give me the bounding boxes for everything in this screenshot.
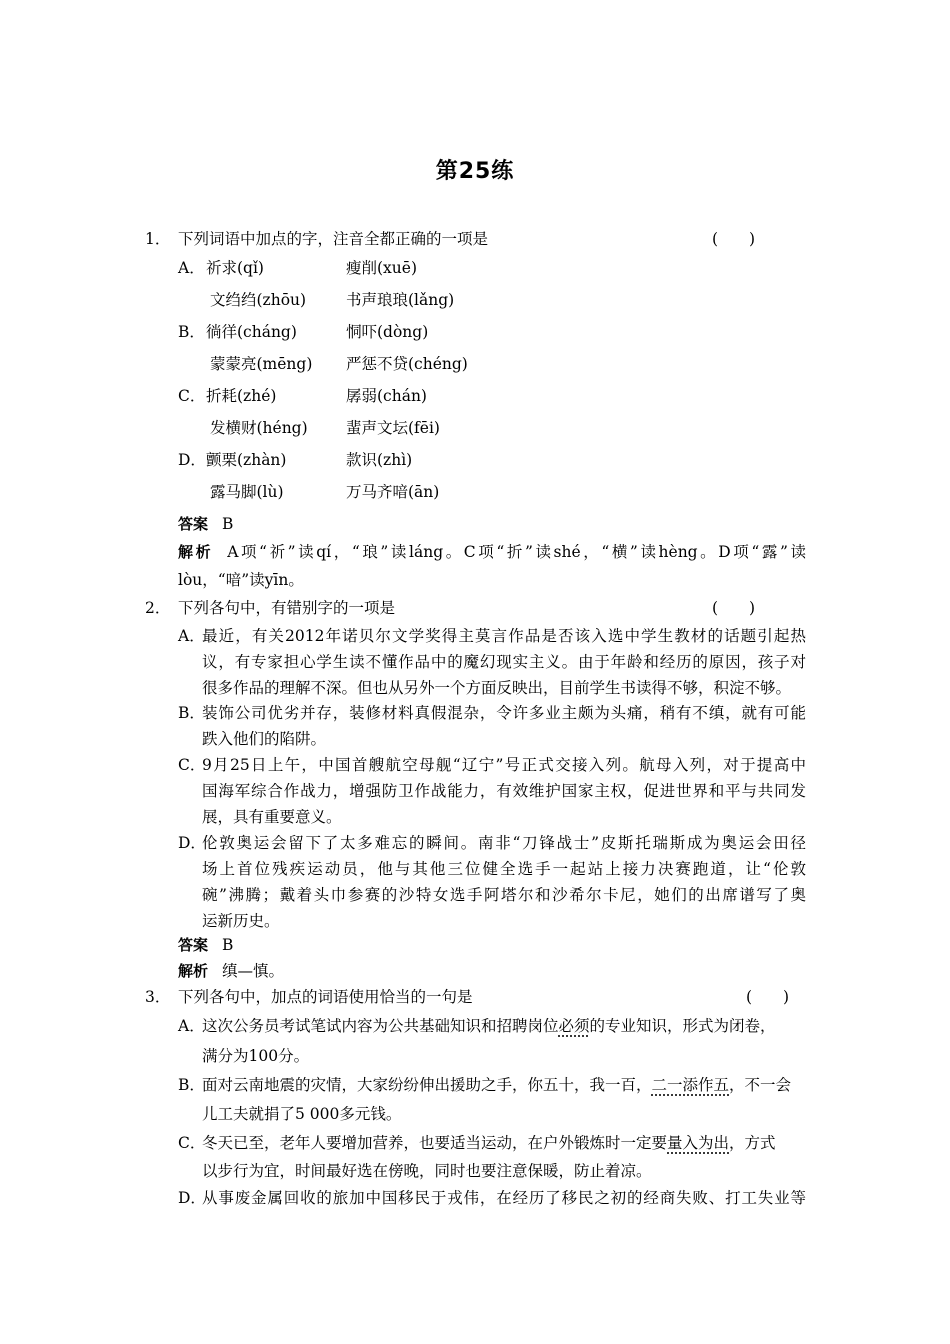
option-text: 议，有专家担心学生读不懂作品中的魔幻现实主义。由于年龄和经历的原因，孩子对 bbox=[202, 653, 806, 671]
analysis-line bbox=[178, 542, 806, 562]
word-option: 款识(zhì) bbox=[346, 451, 413, 469]
option-letter: A． bbox=[178, 627, 205, 645]
word-option: 折耗(zhé) bbox=[206, 387, 277, 405]
question-number: 1． bbox=[145, 230, 171, 248]
analysis-line bbox=[178, 961, 284, 981]
analysis-label: 解析 bbox=[178, 962, 209, 980]
answer-blank: ( ) bbox=[712, 230, 756, 248]
word-option: 露马脚(lù) bbox=[210, 483, 284, 501]
option-text: 儿工夫就捐了5 000多元钱。 bbox=[202, 1105, 402, 1123]
answer-blank: ( ) bbox=[746, 988, 790, 1006]
option-text: 碗”沸腾；戴着头巾参赛的沙特女选手阿塔尔和沙希尔卡尼，她们的出席谱写了奥 bbox=[202, 886, 806, 904]
option-text: 伦敦奥运会留下了太多难忘的瞬间。南非“刀锋战士”皮斯托瑞斯成为奥运会田径 bbox=[202, 834, 806, 852]
question-stem: 下列词语中加点的字，注音全都正确的一项是 bbox=[178, 230, 489, 248]
option-letter: A． bbox=[178, 1017, 205, 1035]
question-stem: 下列各句中，加点的词语使用恰当的一句是 bbox=[178, 988, 473, 1006]
option-letter: C． bbox=[178, 1134, 206, 1152]
analysis-text: lòu，“喑”读yīn。 bbox=[178, 571, 304, 589]
answer-value: B bbox=[222, 936, 234, 954]
option-letter: D． bbox=[178, 451, 206, 469]
option-letter: B． bbox=[178, 704, 205, 722]
answer-line bbox=[178, 514, 233, 534]
option-text bbox=[202, 1016, 776, 1036]
option-letter: B． bbox=[178, 323, 205, 341]
dotted-phrase: 量入为出 bbox=[667, 1134, 730, 1152]
option-text: 满分为100分。 bbox=[202, 1047, 310, 1065]
answer-blank: ( ) bbox=[712, 599, 756, 617]
answer-line bbox=[178, 935, 233, 955]
option-text bbox=[202, 1133, 776, 1153]
option-text: 运新历史。 bbox=[202, 912, 280, 930]
answer-value: B bbox=[222, 515, 234, 533]
question-number: 3． bbox=[145, 988, 171, 1006]
word-option: 徜徉(cháng) bbox=[206, 323, 297, 341]
option-text: 装饰公司优劣并存，装修材料真假混杂，令许多业主颇为头痛，稍有不缜，就有可能 bbox=[202, 704, 806, 722]
text-segment: 这次公务员考试笔试内容为公共基础知识和招聘岗位 bbox=[202, 1017, 559, 1035]
word-option: 蜚声文坛(fēi) bbox=[346, 419, 440, 437]
option-letter: B． bbox=[178, 1076, 205, 1094]
option-text: 跌入他们的陷阱。 bbox=[202, 730, 327, 748]
word-option: 恫吓(dòng) bbox=[346, 323, 429, 341]
dotted-phrase: 二一添作五 bbox=[651, 1076, 730, 1094]
text-segment: ，方式 bbox=[729, 1134, 776, 1152]
option-text: 以步行为宜，时间最好选在傍晚，同时也要注意保暖，防止着凉。 bbox=[202, 1162, 652, 1180]
word-option: 瘦削(xuē) bbox=[346, 259, 417, 277]
answer-label: 答案 bbox=[178, 515, 209, 533]
text-segment: ，不一会 bbox=[729, 1076, 792, 1094]
word-option: 孱弱(chán) bbox=[346, 387, 427, 405]
word-option: 书声琅琅(lǎng) bbox=[346, 291, 455, 309]
question-stem: 下列各句中，有错别字的一项是 bbox=[178, 599, 396, 617]
analysis-label: 解析 bbox=[178, 543, 214, 561]
word-option: 颤栗(zhàn) bbox=[206, 451, 287, 469]
word-option: 祈求(qǐ) bbox=[206, 259, 264, 277]
option-text: 展，具有重要意义。 bbox=[202, 808, 342, 826]
analysis-text: 缜—慎。 bbox=[222, 962, 285, 980]
option-text: 最近，有关2012年诺贝尔文学奖得主莫言作品是否该入选中学生教材的话题引起热 bbox=[202, 627, 806, 645]
word-option: 文绉绉(zhōu) bbox=[210, 291, 307, 309]
text-segment: 的专业知识，形式为闭卷， bbox=[589, 1017, 776, 1035]
answer-label: 答案 bbox=[178, 936, 209, 954]
option-text: 国海军综合作战力，增强防卫作战能力，有效维护国家主权，促进世界和平与共同发 bbox=[202, 782, 806, 800]
option-letter: D． bbox=[178, 834, 206, 852]
analysis-text: A项“祈”读qí，“琅”读láng。C项“折”读shé，“横”读hèng。D项“露”读 bbox=[227, 543, 806, 561]
word-option: 严惩不贷(chéng) bbox=[346, 355, 468, 373]
text-segment: 冬天已至，老年人要增加营养，也要适当运动，在户外锻炼时一定要 bbox=[202, 1134, 668, 1152]
option-letter: A． bbox=[178, 259, 205, 277]
option-text: 9月25日上午，中国首艘航空母舰“辽宁”号正式交接入列。航母入列，对于提高中 bbox=[202, 756, 806, 774]
option-text: 从事废金属回收的旅加中国移民于戎伟，在经历了移民之初的经商失败、打工失业等 bbox=[202, 1189, 806, 1207]
question-number: 2． bbox=[145, 599, 171, 617]
option-text: 场上首位残疾运动员，他与其他三位健全选手一起站上接力决赛跑道，让“伦敦 bbox=[202, 860, 806, 878]
option-letter: C． bbox=[178, 387, 206, 405]
option-letter: C． bbox=[178, 756, 206, 774]
option-letter: D． bbox=[178, 1189, 206, 1207]
option-text: 很多作品的理解不深。但也从另外一个方面反映出，目前学生书读得不够，积淀不够。 bbox=[202, 679, 792, 697]
word-option: 蒙蒙亮(mēng) bbox=[210, 355, 313, 373]
word-option: 发横财(héng) bbox=[210, 419, 308, 437]
dotted-phrase: 必须 bbox=[558, 1017, 590, 1035]
word-option: 万马齐喑(ān) bbox=[346, 483, 440, 501]
page-title: 第25练 bbox=[435, 159, 515, 184]
option-text bbox=[202, 1075, 791, 1095]
text-segment: 面对云南地震的灾情，大家纷纷伸出援助之手，你五十，我一百， bbox=[202, 1076, 652, 1094]
